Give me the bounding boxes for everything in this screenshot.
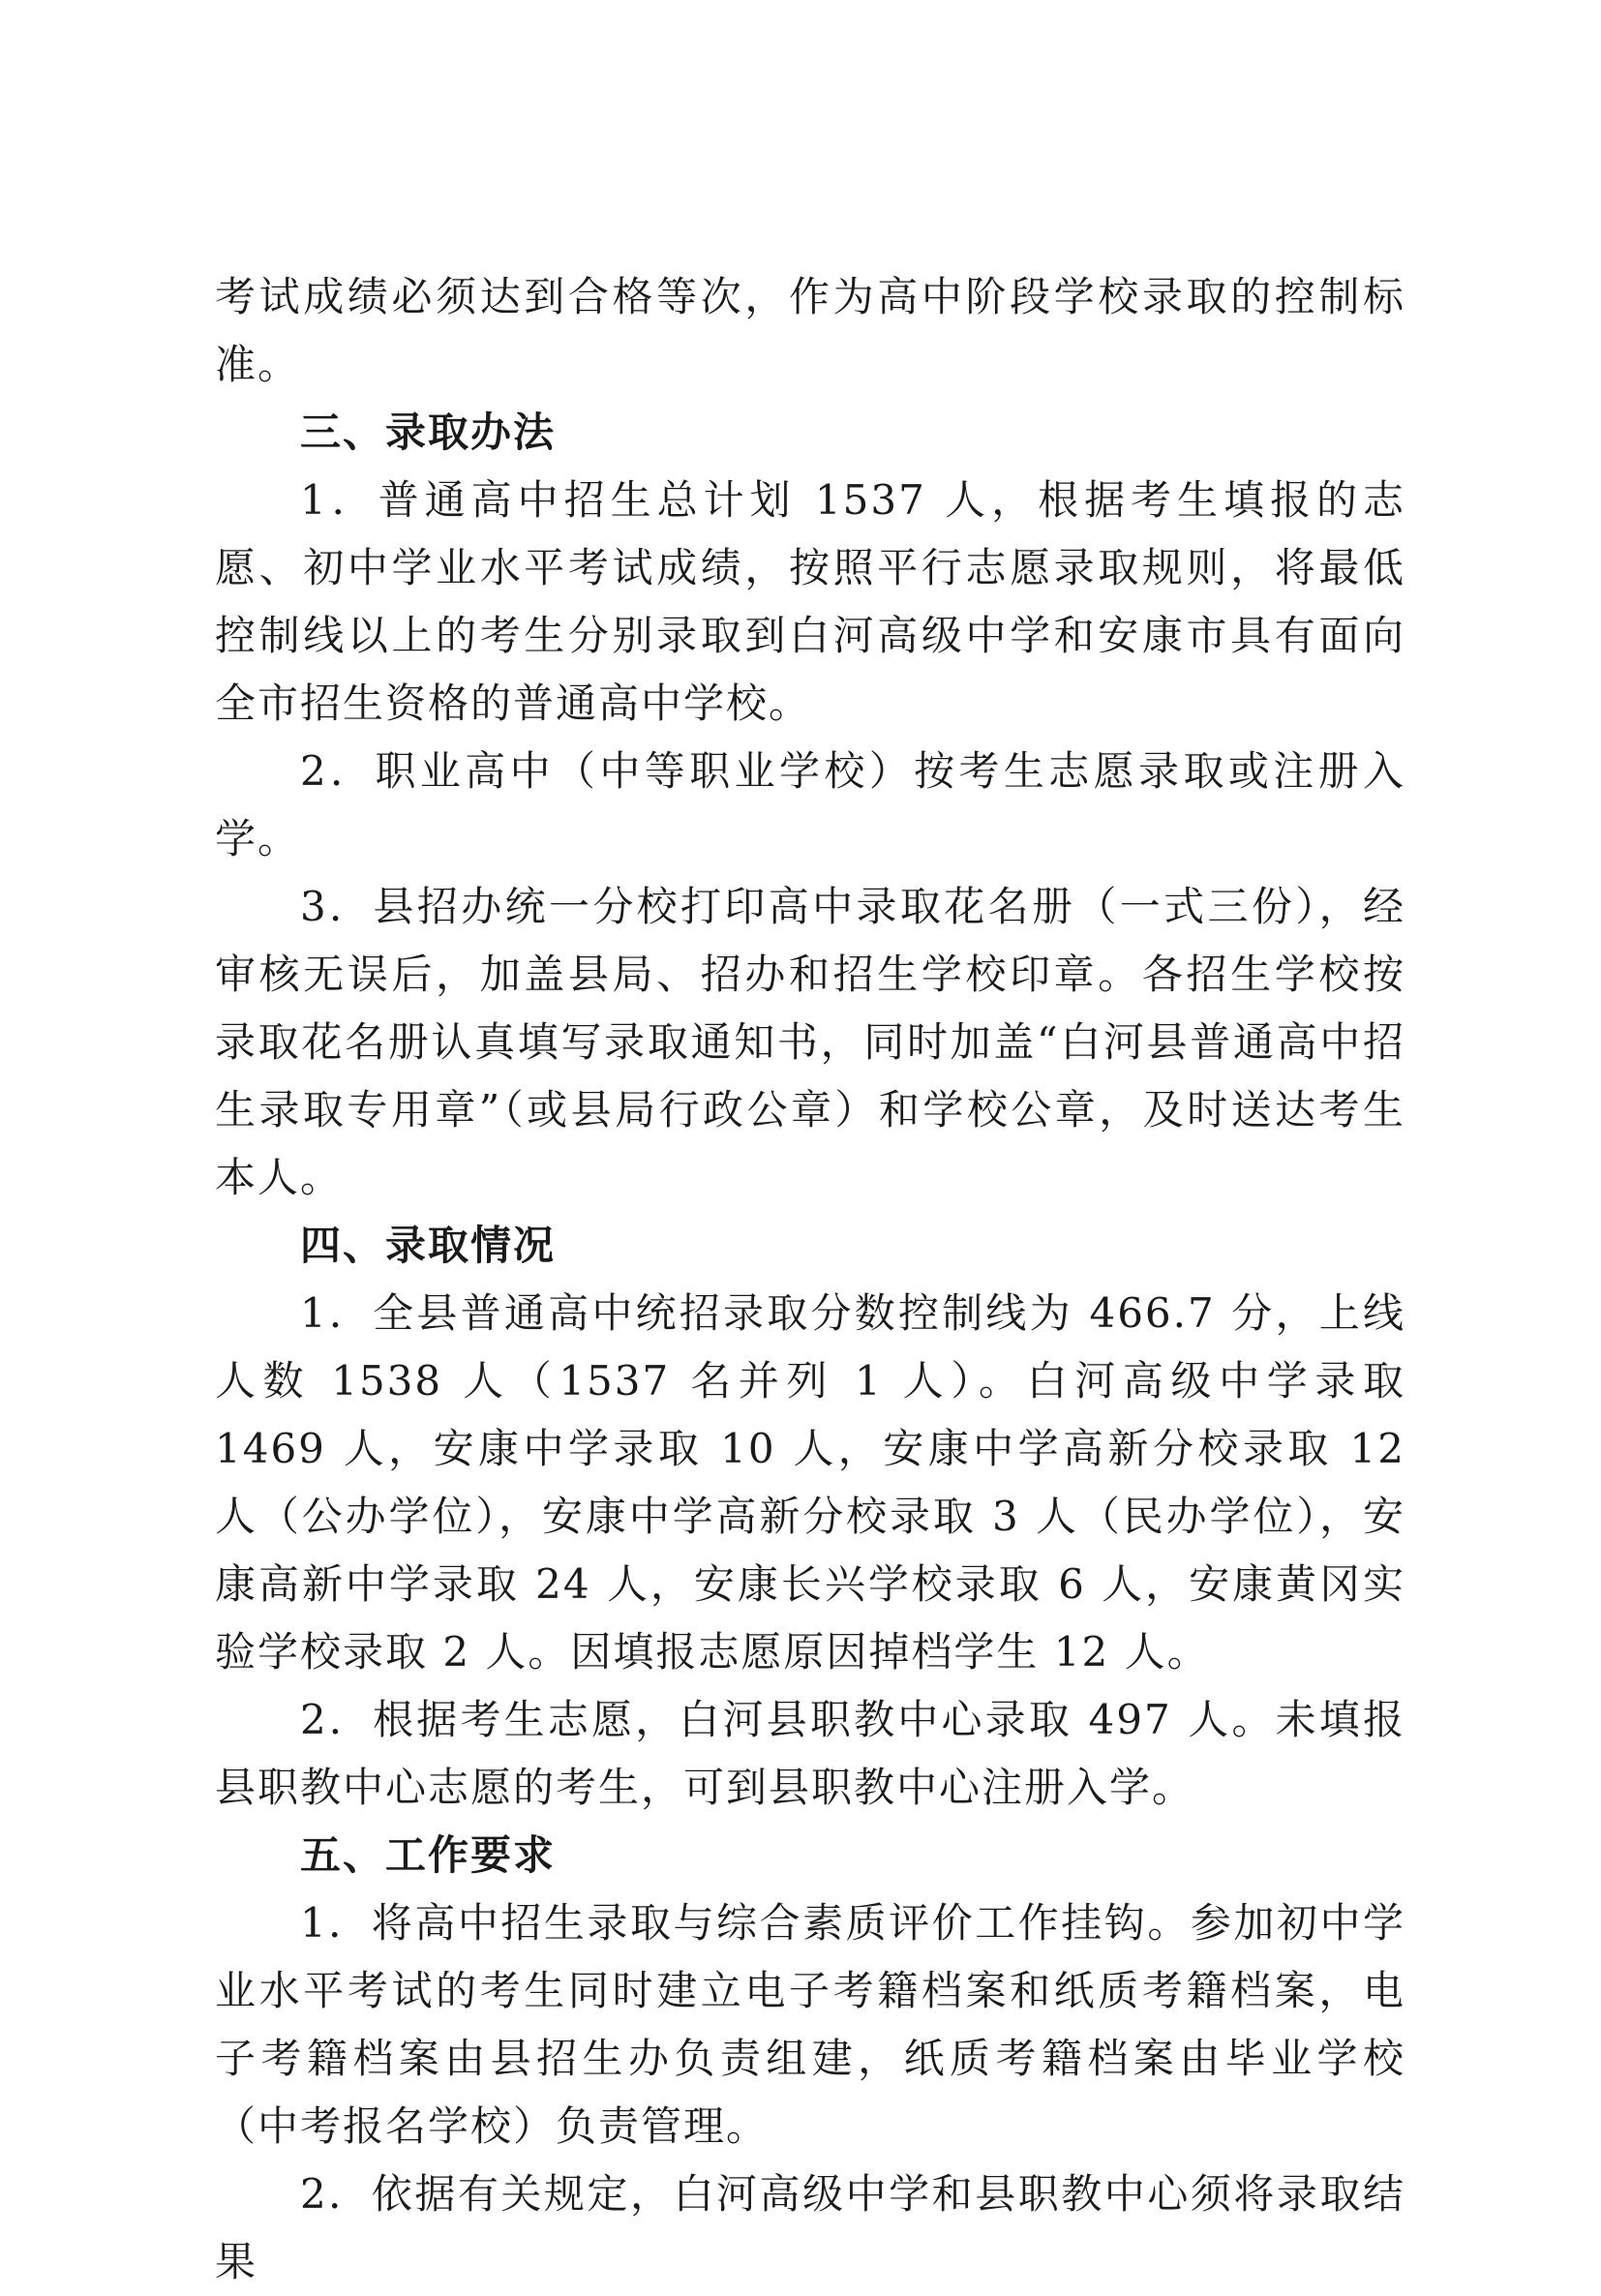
paragraph-evaluation-link: 1．将高中招生录取与综合素质评价工作挂钩。参加初中学业水平考试的考生同时建立电子考籍档案和纸质考籍档案，电子考籍档案由县招生办负责组建，纸质考籍档案由毕业学校（中考报名学校）负责管理。 — [215, 1899, 1405, 2150]
paragraph-continuation: 考试成绩必须达到合格等次，作为高中阶段学校录取的控制标准。 — [215, 273, 1405, 388]
section-heading-admission-method: 三、录取办法 — [300, 408, 557, 456]
document-body — [215, 263, 1405, 2296]
section-heading-admission-status: 四、录取情况 — [300, 1222, 557, 1269]
section-heading-work-requirements: 五、工作要求 — [300, 1831, 557, 1879]
paragraph-admission-plan: 1．普通高中招生总计划 1537 人，根据考生填报的志愿、初中学业水平考试成绩，按照平行志愿录取规则，将最低控制线以上的考生分别录取到白河高级中学和安康市具有面向全市招生资格的普通高中学校。 — [215, 476, 1405, 727]
paragraph-score-line: 1．全县普通高中统招录取分数控制线为 466.7 分，上线人数 1538 人（1537 名并列 1 人）。白河高级中学录取 1469 人，安康中学录取 10 人，安康中学高新分校录取 12 人（公办学位），安康中学高新分校录取 3 人（民办学位），安康高新中学录取 24 人，安康长兴学校录取 6 人，安康黄冈实验学校录取 2 人。因填报志愿原因掉档学生 12 人。 — [215, 1289, 1405, 1676]
paragraph-vocational-center: 2．根据考生志愿，白河县职教中心录取 497 人。未填报县职教中心志愿的考生，可到县职教中心注册入学。 — [215, 1696, 1405, 1811]
paragraph-vocational-admission: 2．职业高中（中等职业学校）按考生志愿录取或注册入学。 — [215, 747, 1405, 862]
paragraph-regulations: 2．依据有关规定，白河高级中学和县职教中心须将录取结果 — [215, 2170, 1405, 2285]
paragraph-admission-roster: 3．县招办统一分校打印高中录取花名册（一式三份），经审核无误后，加盖县局、招办和招生学校印章。各招生学校按录取花名册认真填写录取通知书，同时加盖“白河县普通高中招生录取专用章”（或县局行政公章）和学校公章，及时送达考生本人。 — [215, 883, 1405, 1201]
